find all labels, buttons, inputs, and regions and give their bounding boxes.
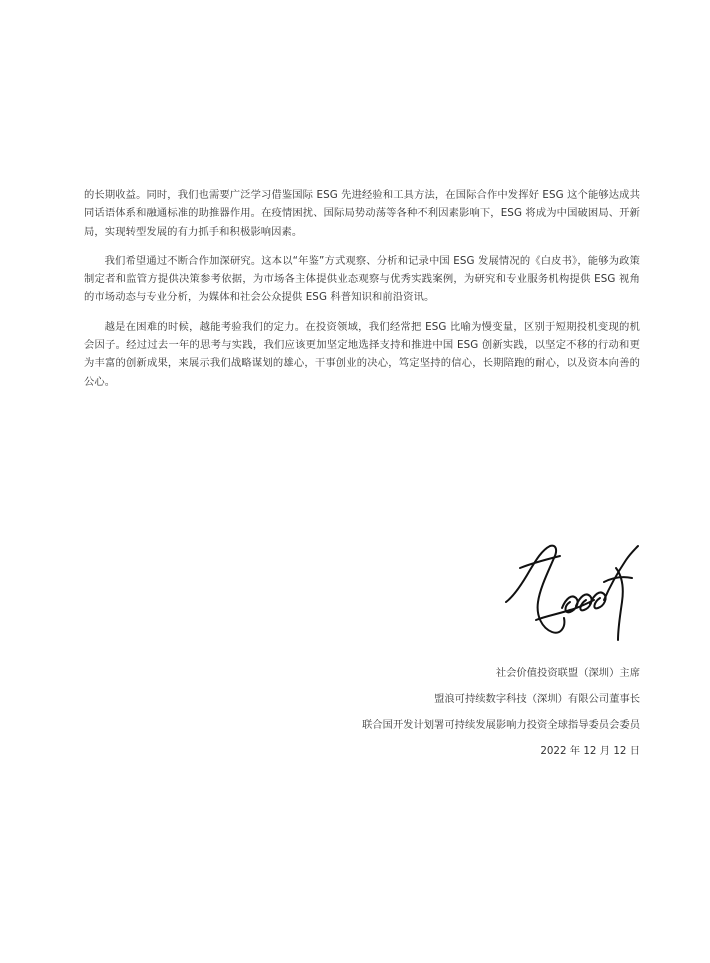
signature-date: 2022 年 12 月 12 日 [540,745,640,757]
paragraph-1: 的长期收益。同时，我们也需要广泛学习借鉴国际 ESG 先进经验和工具方法，在国际合作中发挥好 ESG 这个能够达成共同话语体系和融通标准的助推器作用。在疫情困扰、国际局势动荡等各种不利因素影响下，ESG 将成为中国破困局、开新局，实现转型发展的有力抓手和积极影响因素。 [84,189,640,238]
paragraph-3: 越是在困难的时候，越能考验我们的定力。在投资领域，我们经常把 ESG 比喻为慢变量，区别于短期投机变现的机会因子。经过过去一年的思考与实践，我们应该更加坚定地选择支持和推进中国 ESG 创新实践，以坚定不移的行动和更为丰富的创新成果，来展示我们战略谋划的雄心，干事创业的决心，笃定坚持的信心，长期陪跑的耐心，以及资本向善的公心。 [84,320,640,388]
paragraph-2: 我们希望通过不断合作加深研究。这本以“年鉴”方式观察、分析和记录中国 ESG 发展情况的《白皮书》，能够为政策制定者和监管方提供决策参考依据，为市场各主体提供业态观察与优秀实践案例，为研究和专业服务机构提供 ESG 视角的市场动态与专业分析，为媒体和社会公众提供 ESG 科普知识和前沿资讯。 [84,254,640,304]
signatory-title-2: 盟浪可持续数字科技（深圳）有限公司董事长 [434,693,640,705]
signatory-title-1: 社会价值投资联盟（深圳）主席 [495,667,640,679]
body-text [84,186,640,402]
signature-drawing [500,520,645,645]
signatory-title-3: 联合国开发计划署可持续发展影响力投资全球指导委员会委员 [361,719,640,731]
handwritten-signature [500,520,645,645]
signatory-block [362,660,640,764]
